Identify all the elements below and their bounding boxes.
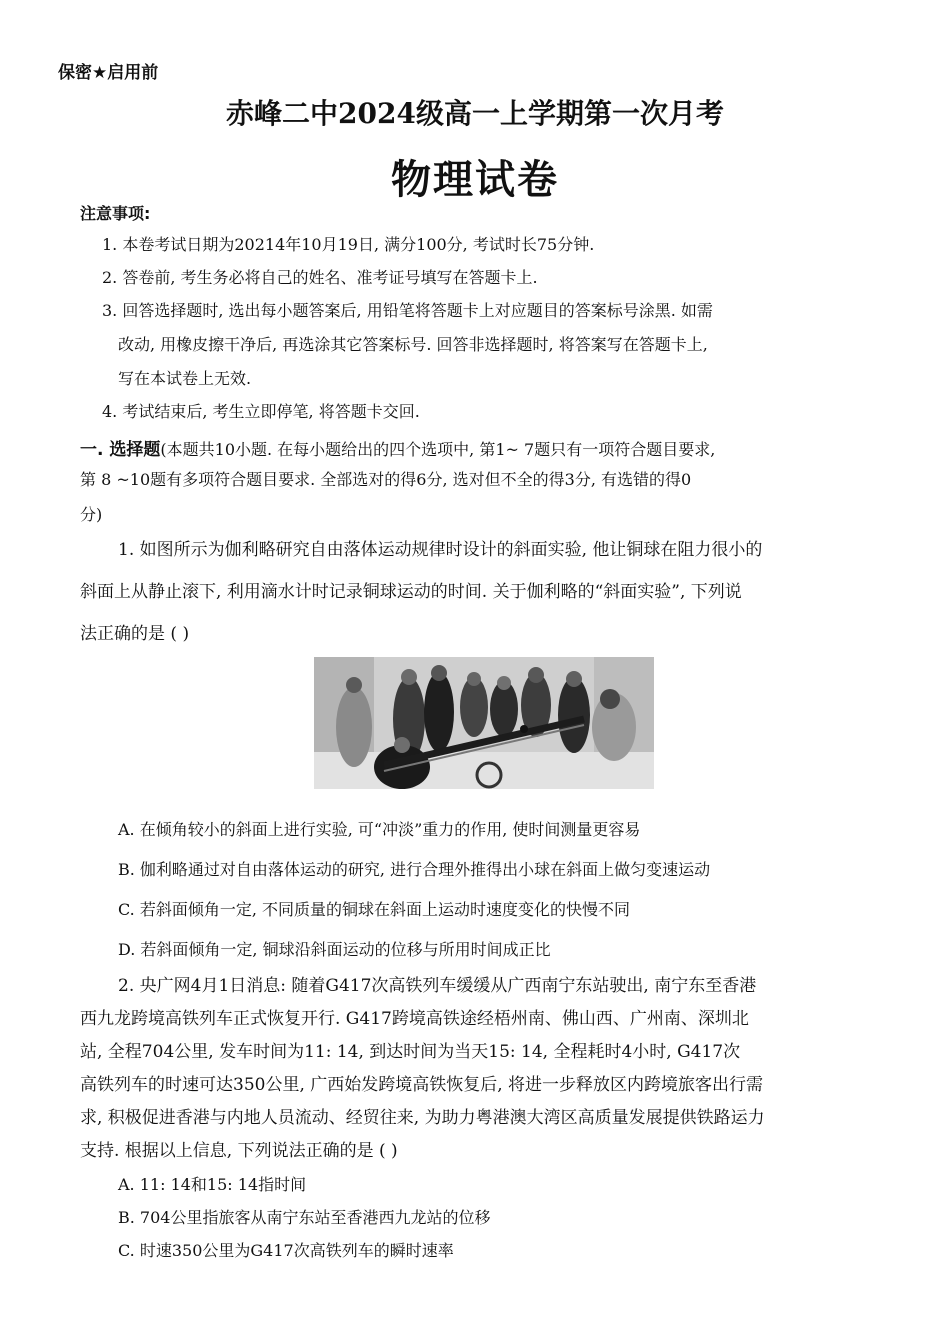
notice-item-1: 1. 本卷考试日期为20214年10月19日, 满分100分, 考试时长75分钟.	[102, 235, 595, 254]
notice-heading: 注意事项:	[80, 204, 151, 223]
section-1-desc-line-3: 分)	[80, 505, 103, 524]
notice-item-3-line-3: 写在本试卷上无效.	[118, 369, 252, 388]
q2-option-a: A. 11: 14和15: 14指时间	[118, 1175, 307, 1194]
q1-option-b: B. 伽利略通过对自由落体运动的研究, 进行合理外推得出小球在斜面上做匀变速运动	[118, 860, 711, 879]
subject-title: 物理试卷	[391, 156, 559, 203]
q2-option-b: B. 704公里指旅客从南宁东站至香港西九龙站的位移	[118, 1208, 491, 1227]
q1-option-a: A. 在倾角较小的斜面上进行实验, 可“冲淡”重力的作用, 使时间测量更容易	[118, 820, 641, 839]
notice-item-3-line-2: 改动, 用橡皮擦干净后, 再选涂其它答案标号. 回答非选择题时, 将答案写在答题卡上,	[118, 335, 708, 354]
q1-stem-line-3: 法正确的是 ( )	[80, 624, 190, 644]
section-1-desc-line-2: 第 8 ~10题有多项符合题目要求. 全部选对的得6分, 选对但不全的得3分, 有选错的得0	[80, 470, 692, 489]
galileo-incline-illustration	[314, 657, 654, 789]
section-1-desc-line-1: (本题共10小题. 在每小题给出的四个选项中, 第1~ 7题只有一项符合题目要求,	[160, 440, 716, 459]
q2-stem-line-3: 站, 全程704公里, 发车时间为11: 14, 到达时间为当天15: 14, 全程耗时4小时, G417次	[80, 1042, 741, 1062]
q1-option-c: C. 若斜面倾角一定, 不同质量的铜球在斜面上运动时速度变化的快慢不同	[118, 900, 631, 919]
section-1-intro	[80, 435, 715, 460]
q2-stem-line-6: 支持. 根据以上信息, 下列说法正确的是 ( )	[80, 1141, 398, 1161]
q2-stem-line-2: 西九龙跨境高铁列车正式恢复开行. G417跨境高铁途经梧州南、佛山西、广州南、深圳北	[80, 1009, 749, 1029]
q1-stem-line-2: 斜面上从静止滚下, 利用滴水计时记录铜球运动的时间. 关于伽利略的“斜面实验”, 下列说	[80, 582, 742, 602]
q1-stem-line-1: 1. 如图所示为伽利略研究自由落体运动规律时设计的斜面实验, 他让铜球在阻力很小的	[118, 540, 763, 560]
q2-stem-line-5: 求, 积极促进香港与内地人员流动、经贸往来, 为助力粤港澳大湾区高质量发展提供铁路运力	[80, 1108, 765, 1128]
notice-item-2: 2. 答卷前, 考生务必将自己的姓名、准考证号填写在答题卡上.	[102, 268, 538, 287]
q1-option-d: D. 若斜面倾角一定, 铜球沿斜面运动的位移与所用时间成正比	[118, 940, 551, 959]
q2-stem-line-1: 2. 央广网4月1日消息: 随着G417次高铁列车缓缓从广西南宁东站驶出, 南宁东至香港	[118, 976, 757, 996]
confidential-label: 保密★启用前	[58, 63, 159, 83]
section-1-heading: 一. 选择题	[80, 440, 161, 460]
illustration-drawing	[314, 657, 654, 789]
notice-item-3-line-1: 3. 回答选择题时, 选出每小题答案后, 用铅笔将答题卡上对应题目的答案标号涂黑. 如需	[102, 301, 713, 320]
exam-title: 赤峰二中2024级高一上学期第一次月考	[226, 97, 724, 130]
notice-item-4: 4. 考试结束后, 考生立即停笔, 将答题卡交回.	[102, 402, 420, 421]
q2-option-c: C. 时速350公里为G417次高铁列车的瞬时速率	[118, 1241, 454, 1260]
q2-stem-line-4: 高铁列车的时速可达350公里, 广西始发跨境高铁恢复后, 将进一步释放区内跨境旅客出行需	[80, 1075, 764, 1095]
